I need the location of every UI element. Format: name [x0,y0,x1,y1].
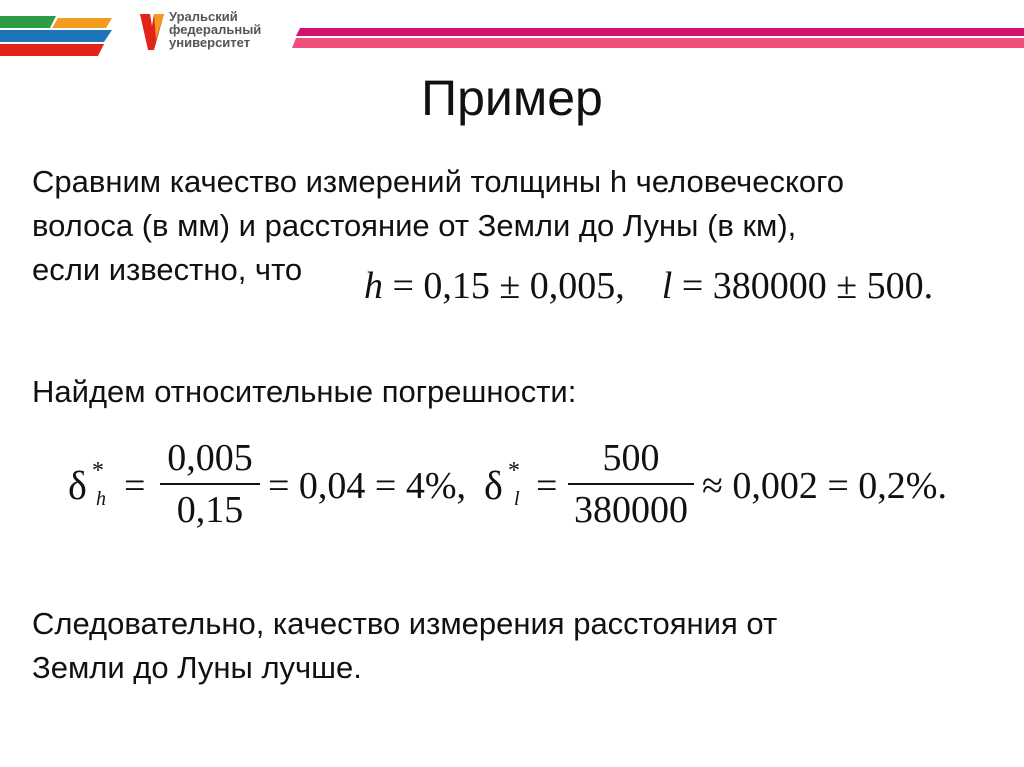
logo-line-2: федеральный [169,22,262,37]
relative-errors-formula [62,436,1022,536]
delta-h-subscript: h [96,488,106,510]
fraction-l [568,436,694,532]
paragraph-relative-errors: Найдем относительные погрешности: [32,374,577,409]
conclusion-line-1: Следовательно, качество измерения расстояния от [32,606,778,641]
logo-line-3: университет [169,35,251,50]
slide-title: Пример [421,70,603,126]
h-value: = 0,15 ± 0,005, [392,265,625,307]
intro-line-3: если известно, что [32,252,303,287]
paragraph-conclusion [32,602,777,690]
eq-sign-1: = [124,465,146,507]
delta-l-subscript: l [514,488,520,510]
fraction-h-denominator: 0,15 [176,489,244,531]
given-values-formula [364,258,933,314]
l-value: = 380000 ± 500. [681,265,934,307]
fraction-l-numerator: 500 [602,437,660,479]
result-l: ≈ 0,002 = 0,2%. [702,465,947,507]
delta-h-symbol: δ [68,463,87,508]
slide-header [0,0,1024,60]
conclusion-line-2: Земли до Луны лучше. [32,650,362,685]
result-h: = 0,04 = 4%, [268,465,467,507]
delta-l-star: * [508,458,520,484]
ural-university-logo-icon [138,10,166,54]
var-h: h [364,265,383,307]
fraction-h [160,436,260,532]
logo-line-1: Уральский [169,9,238,24]
fraction-h-bar [160,483,260,485]
fraction-l-bar [568,483,694,485]
university-name [169,10,289,49]
intro-line-2: волоса (в мм) и расстояние от Земли до Луны (в км), [32,208,797,243]
eq-sign-2: = [536,465,558,507]
delta-l-symbol: δ [484,463,503,508]
intro-line-1: Сравним качество измерений толщины h человеческого [32,164,844,199]
delta-h-star: * [92,458,104,484]
var-l: l [661,265,673,307]
fraction-h-numerator: 0,005 [167,437,253,479]
fraction-l-denominator: 380000 [574,489,688,531]
